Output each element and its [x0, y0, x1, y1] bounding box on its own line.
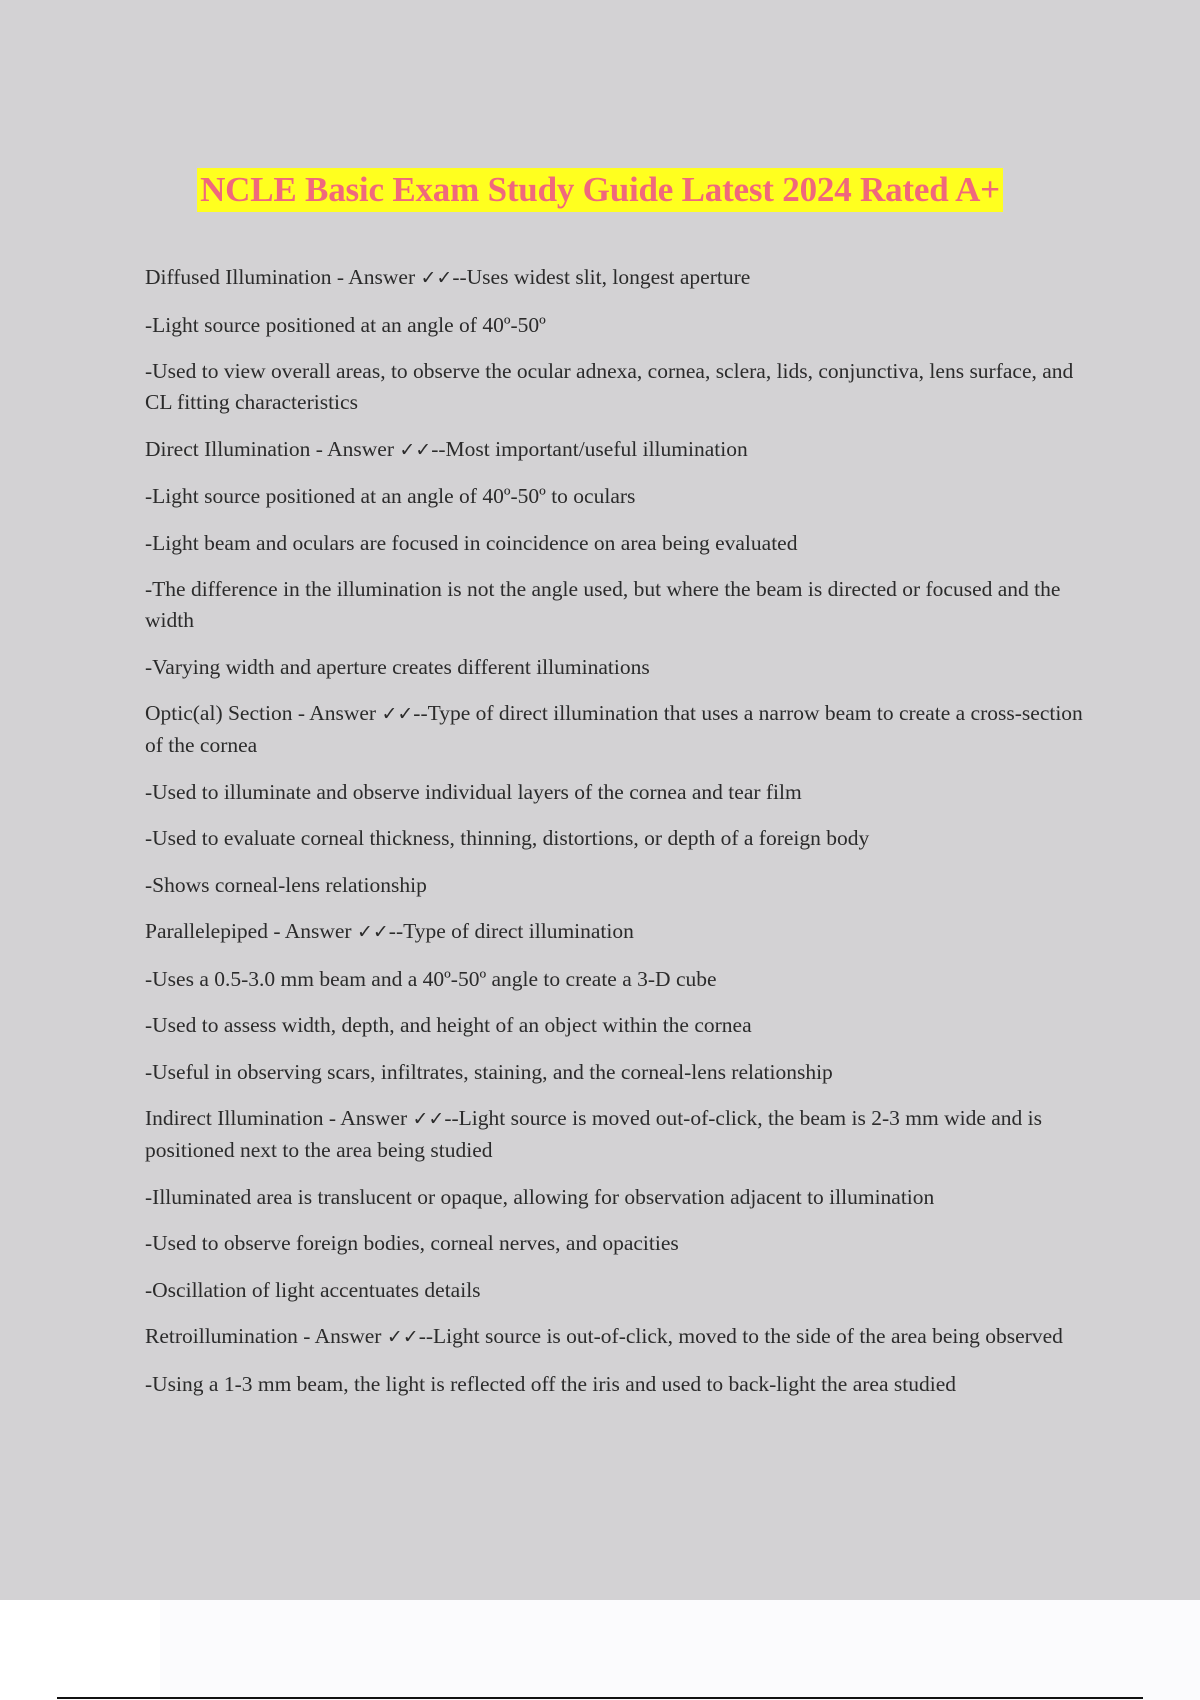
term-entry	[145, 1321, 1085, 1353]
answer-text: --Type of direct illumination	[388, 919, 634, 943]
detail-text: -Light source positioned at an angle of 40º-50º to oculars	[145, 484, 636, 508]
detail-text: -Shows corneal-lens relationship	[145, 872, 427, 897]
detail-text: -Useful in observing scars, infiltrates, staining, and the corneal-lens relationship	[145, 1059, 833, 1084]
answer-text: --Type of direct illumination that uses a narrow beam to create a cross-section of the cornea	[145, 701, 1083, 757]
double-check-icon: ✓✓	[399, 438, 432, 461]
double-check-icon: ✓✓	[420, 267, 453, 289]
next-page-edge	[160, 1600, 1200, 1700]
term-entry	[145, 698, 1085, 761]
double-check-icon: ✓✓	[386, 1326, 419, 1348]
detail-line	[145, 1057, 1085, 1088]
answer-text: --Light source is out-of-click, moved to the side of the area being observed	[418, 1324, 1063, 1348]
detail-line	[145, 1228, 1085, 1259]
detail-line	[145, 777, 1085, 808]
answer-text: --Most important/useful illumination	[431, 436, 748, 461]
term-label: Optic(al) Section - Answer	[145, 701, 382, 725]
detail-line	[145, 528, 1085, 559]
detail-text: -Used to illuminate and observe individual layers of the cornea and tear film	[145, 779, 802, 804]
title-container	[0, 168, 1200, 212]
detail-line	[145, 1182, 1085, 1213]
detail-line	[145, 823, 1085, 854]
detail-text: -Illuminated area is translucent or opaque, allowing for observation adjacent to illumination	[145, 1184, 935, 1209]
detail-text: -Used to assess width, depth, and height of an object within the cornea	[145, 1013, 752, 1037]
term-label: Direct Illumination - Answer	[145, 436, 400, 461]
detail-text: -Used to view overall areas, to observe the ocular adnexa, cornea, sclera, lids, conjunctiva, lens surface, and CL fitting characteristics	[145, 359, 1074, 414]
document-body	[145, 262, 1085, 1415]
term-entry	[145, 916, 1085, 948]
double-check-icon: ✓✓	[381, 703, 414, 725]
document-title: NCLE Basic Exam Study Guide Latest 2024 Rated A+	[197, 168, 1003, 212]
answer-text: --Uses widest slit, longest aperture	[452, 265, 751, 289]
footer-divider	[57, 1697, 1143, 1699]
detail-line	[145, 574, 1085, 636]
detail-line	[145, 481, 1085, 512]
term-label: Parallelepiped - Answer	[145, 919, 357, 943]
double-check-icon: ✓✓	[356, 921, 389, 943]
detail-text: -Light beam and oculars are focused in coincidence on area being evaluated	[145, 530, 798, 555]
detail-line	[145, 1010, 1085, 1041]
detail-line	[145, 652, 1085, 683]
term-label: Diffused Illumination - Answer	[145, 265, 421, 289]
term-entry	[145, 434, 1085, 466]
detail-line	[145, 310, 1085, 341]
detail-text: -Varying width and aperture creates different illuminations	[145, 654, 650, 679]
detail-text: -Used to observe foreign bodies, corneal nerves, and opacities	[145, 1231, 679, 1255]
detail-line	[145, 356, 1085, 418]
term-label: Indirect Illumination - Answer	[145, 1106, 413, 1130]
answer-text: --Light source is moved out-of-click, the beam is 2-3 mm wide and is positioned next to the area being studied	[145, 1106, 1043, 1162]
double-check-icon: ✓✓	[412, 1108, 445, 1130]
detail-line	[145, 964, 1085, 995]
term-label: Retroillumination - Answer	[145, 1324, 387, 1348]
term-entry	[145, 1103, 1085, 1166]
detail-text: -The difference in the illumination is not the angle used, but where the beam is directed or focused and the width	[145, 577, 1061, 632]
detail-line	[145, 1275, 1085, 1306]
detail-text: -Light source positioned at an angle of 40º-50º	[145, 312, 546, 337]
detail-line	[145, 870, 1085, 901]
detail-text: -Oscillation of light accentuates details	[145, 1277, 481, 1302]
detail-text: -Used to evaluate corneal thickness, thinning, distortions, or depth of a foreign body	[145, 826, 870, 850]
term-entry	[145, 262, 1085, 294]
detail-text: -Using a 1-3 mm beam, the light is reflected off the iris and used to back-light the area studied	[145, 1371, 956, 1396]
detail-line	[145, 1369, 1085, 1400]
detail-text: -Uses a 0.5-3.0 mm beam and a 40º-50º angle to create a 3-D cube	[145, 966, 717, 991]
